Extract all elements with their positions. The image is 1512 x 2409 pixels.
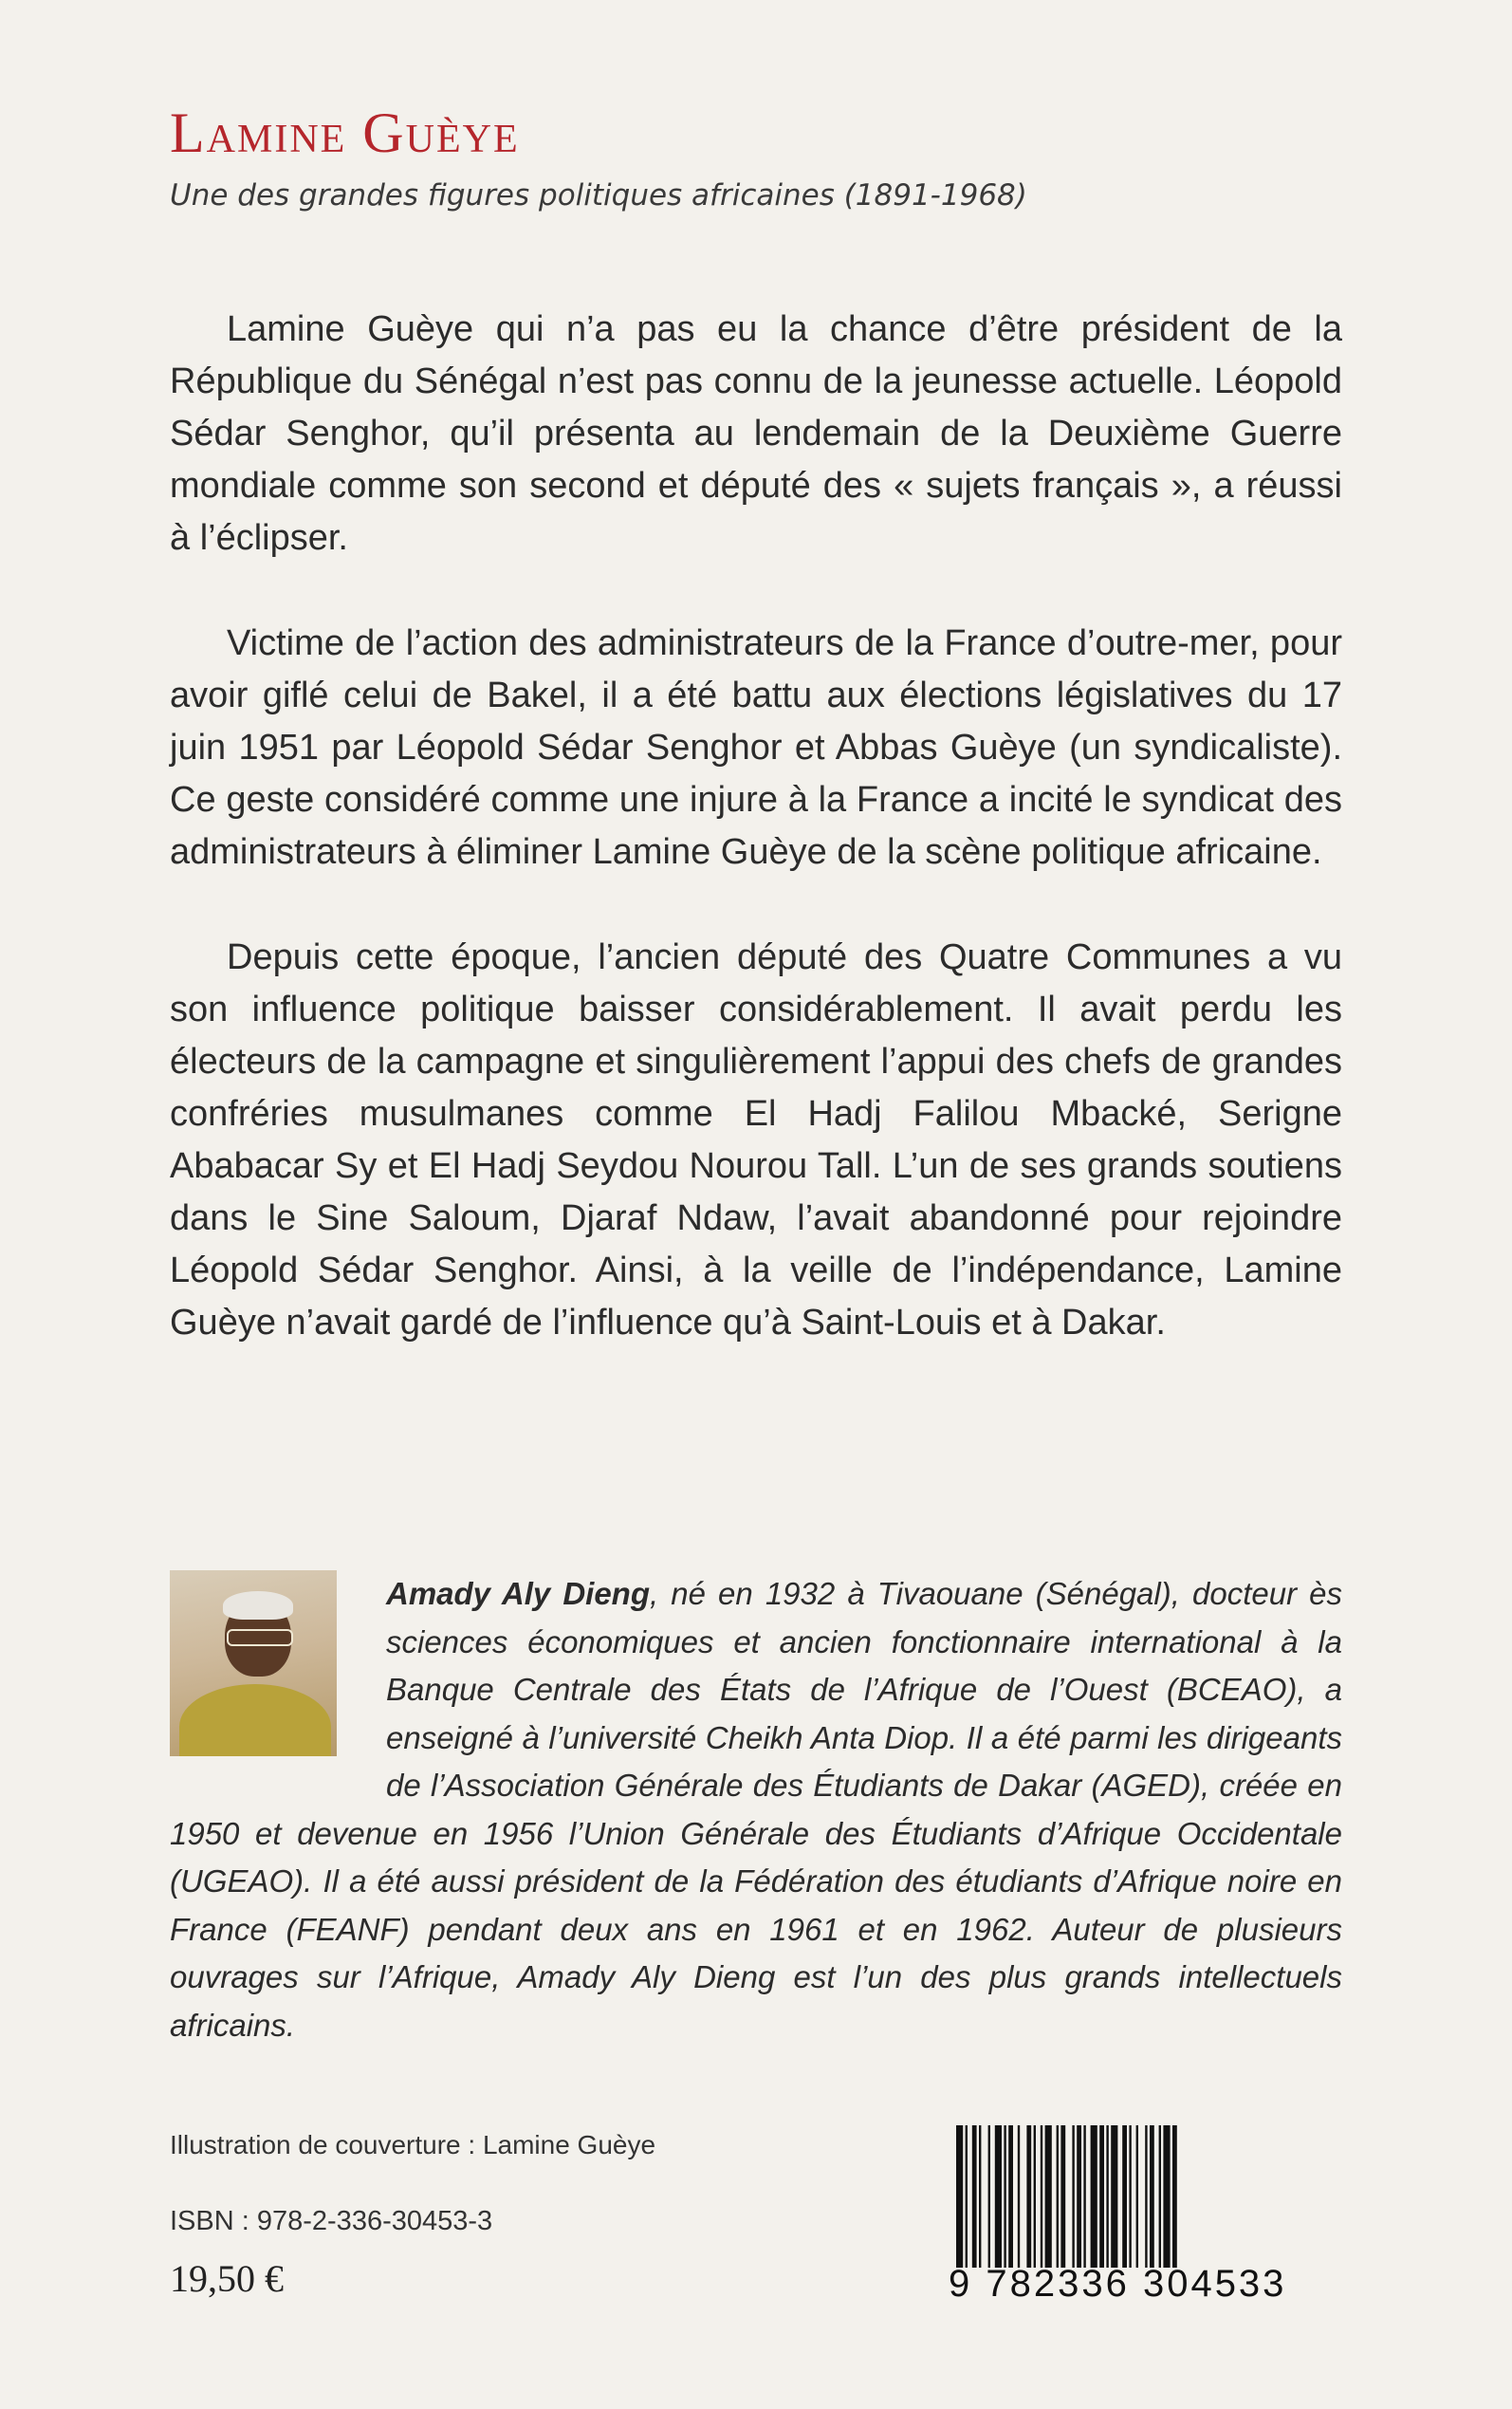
book-subtitle: Une des grandes figures politiques africaines (1891-1968) [170,178,1027,213]
barcode-bars [949,2125,1337,2268]
blurb-paragraph-2: Victime de l’action des administrateurs de la France d’outre-mer, pour avoir giflé celui de Bakel, il a été battu aux élections législatives du 17 juin 1951 par Léopold Sédar Senghor et Abbas Guèye (un syndicaliste). Ce geste considéré comme une injure à la France a incité le syndicat des administrateurs à éliminer Lamine Guèye de la scène politique africaine. [170,623,1342,872]
cover-credit: Illustration de couverture : Lamine Guèye [170,2130,656,2159]
blurb [170,304,1342,1402]
book-title: Lamine Guèye [170,102,520,164]
author-photo [170,1570,337,1756]
blurb-paragraph-1: Lamine Guèye qui n’a pas eu la chance d’être président de la République du Sénégal n’est pas connu de la jeunesse actuelle. Léopold Sédar Senghor, qu’il présenta au lendemain de la Deuxième Guerre mondiale comme son second et député des « sujets français », a réussi à l’éclipser. [170,309,1342,558]
barcode-digits: 9 782336 304533 [949,2263,1287,2305]
author-section [170,1570,1342,2049]
author-name: Amady Aly Dieng [386,1576,650,1611]
isbn: ISBN : 978-2-336-30453-3 [170,2206,493,2236]
author-bio [170,1570,1342,2049]
price: 19,50 € [170,2257,284,2300]
blurb-paragraph-3: Depuis cette époque, l’ancien député des Quatre Communes a vu son influence politique baisser considérablement. Il avait perdu les électeurs de la campagne et singulièrement l’appui des chefs de grandes confréries musulmanes comme El Hadj Falilou Mbacké, Serigne Ababacar Sy et El Hadj Seydou Nourou Tall. L’un de ses grands soutiens dans le Sine Saloum, Djaraf Ndaw, l’avait abandonné pour rejoindre Léopold Sédar Senghor. Ainsi, à la veille de l’indépendance, Lamine Guèye n’avait gardé de l’influence qu’à Saint-Louis et à Dakar. [170,937,1342,1343]
author-bio-text: , né en 1932 à Tivaouane (Sénégal), docteur ès sciences économiques et ancien fonctionnaire international à la Banque Centrale des États de l’Afrique de l’Ouest (BCEAO), a enseigné à l’université Cheikh Anta Diop. Il a été parmi les dirigeants de l’Association Générale des Étudiants de Dakar (AGED), créée en 1950 et devenue en 1956 l’Union Générale des Étudiants d’Afrique Occidentale (UGEAO). Il a été aussi président de la Fédération des étudiants d’Afrique noire en France (FEANF) pendant deux ans en 1961 et en 1962. Auteur de plusieurs ouvrages sur l’Afrique, Amady Aly Dieng est l’un des plus grands intellectuels africains. [170,1576,1342,2043]
